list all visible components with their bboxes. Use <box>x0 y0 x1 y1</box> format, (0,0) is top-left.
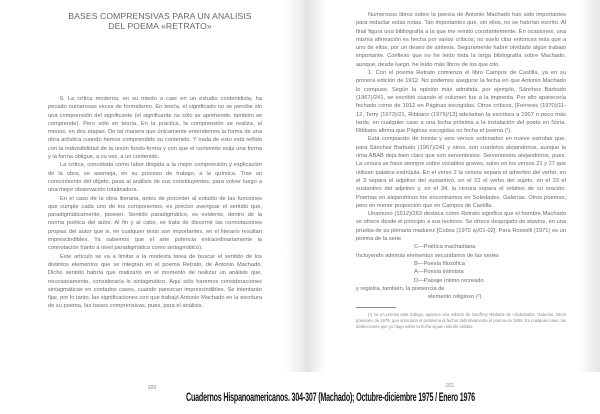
footnote-divider <box>356 307 396 308</box>
footnote: (¹) Ya en prensa este trabajo, aparece una edición de Geoffrey Ribbans de «Soledades. Galerías. Otros poemas» de 1975, que soluciona el problema al fechar definitivamente el poema en 1906. En cualquier caso, las deducciones que yo hago sobre la fecha siguen siendo válidas. <box>356 312 566 329</box>
page-gutter-shadow <box>285 0 325 372</box>
paragraph: Unamuno (1912)/263 destaca cómo Retrato significa que el hombre Machado se ofrece desde el principio a sus lectores. Se ofrece despojado de atavíos, en una prueba de su plenaria madurez [Cobos (1972 a)/01-02]. Para Rosselli (1971) es un poema de la serie <box>356 211 566 243</box>
series-intro: Incluyendo además elementos secundarios de las series <box>356 252 499 259</box>
series-item: B—Poesía filosófica <box>414 260 465 267</box>
left-page-body <box>48 95 262 311</box>
registers-line: y registra, también, la presencia de <box>356 285 445 292</box>
title-line-1: BASES COMPRENSIVAS PARA UN ANALISIS <box>68 11 252 21</box>
article-title <box>40 11 280 31</box>
religious-line: elemento religioso (²). <box>428 294 484 301</box>
right-page-number: 921 <box>446 383 455 389</box>
left-page-number: 920 <box>148 385 157 391</box>
page-edge-shadow <box>578 0 600 372</box>
paragraph: 6. La crítica moderna, en su miedo a caer en un estudio contenidista, ha pecado numerosas veces de formalismo. En teoría, el significado no se percibe sin una comprensión del significante (el significante no sólo se aprehende, también se comprende). Pero sólo en teoría. En la práctica, la comprensión se realiza, al menos, en dos etapas. De tal manera que únicamente entendemos la forma de una obra artística cuando hemos comprendido su contenido. Y nada de esto está reñido con la indivisibilidad de la unión fondo-forma y con que el contenido exija una forma y la forma obligue, a su vez, a un contenido. <box>48 96 262 161</box>
title-line-2: DEL POEMA «RETRATO» <box>108 21 212 31</box>
right-page-body <box>356 11 566 329</box>
series-item: A—Poesía intimista <box>414 269 464 276</box>
series-main: C—Poética machadiana <box>414 244 476 251</box>
paragraph: Está compuesto de treinta y seis versos ordenados en nueve estrofas que, para Sánchez Barbudo (1967)/241 y otros, son cuartetos alejandrinos, aunque la rima ABAB deja bien claro que son serventesios. Serventesios alejandrinos, pues. La cesura se hace siempre sobre vocablos graves, salvo en los versos 21 y 27 que utilizan palabra esdrújula. En el verso 2 la cesura separa el adverbio del verbo, en el 3 separa el adjetivo del sustantivo, en el 22 el verbo del sujeto, en el 23 el sustantivo del adjetivo y, en el 34, la cesura separa el relativo de su oración. Poemas en alejandrinos los encontramos en Soledades. Galerías. Otros poemas, pero en menor proporción que en Campos de Castilla. <box>356 136 566 209</box>
series-item: D—Paisaje íntimo recreado <box>414 277 484 284</box>
paragraph: Numerosos libros sobre la poesía de Antonio Machado han sido importantes para redactar estas notas. Tan importantes que, sin ellos, no se habrían escrito. Al final figura una bibliografía a la que me remito constantemente. En ocasiones, una misma afirmación es hecha por varios críticos; no suelo citar entonces más que a uno de ellos, por un deseo de síntesis. Seguramente habré olvidado algún trabajo importante. Confieso que no he leído toda la larga bibliografía sobre Machado, aunque, desde luego, he leído más libros de los que cito. <box>356 12 566 68</box>
paragraph: La crítica, concebida como labor dirigida a la mejor comprensión y explicación de la obra, se asemeja, en su proceso de trabajo, a la química. Tras un conocimiento del objeto, pasa al análisis de sus constituyentes, para volver luego a una mejor observación totalizadora. <box>48 162 262 194</box>
paragraph: En el caso de la obra literaria, antes de proceder al estudio de las funciones que cumple cada uno de los componentes, es preciso averiguar el sentido que, paradigmáticamente, poseen. Sentido paradigmático, es evidente, dentro de la norma poética del autor. Al fin y al cabo, se trata de discernir las connotaciones propias del autor que si, en cualquier texto son importantes, en el literario resultan imprescindibles. Ya sabemos que el arte potencia extraordinariamente la connotación (tanto a nivel paradigmático como sintagmático). <box>48 195 262 252</box>
source-caption: Cuadernos Hispanoamericanos. 304-307 (Machado); Octubre-diciembre 1975 / Enero 1976 <box>186 392 475 404</box>
paragraph: Este artículo se va a limitar a la modesta tarea de buscar el sentido de los distintos elementos que se integran en el poema Retrato, de Antonio Machado. Dicho sentido habría que matizarlo en el momento de realizar un análisis que, necesariamente, consideraría lo sintagmático. Aquí sólo haremos consideraciones sintagmáticas en contados casos, cuando parezcan imprescindibles. Se intentarán fijar, por lo tanto, las significaciones con que trabajó Antonio Machado en la escritura de su poema, las bases comprensivas, pues, para el análisis. <box>48 253 262 310</box>
paragraph: 1. Con el poema Retrato comienza el libro Campos de Castilla, ya en su primera edición de 1912. No podemos asegurar la fecha en que Antonio Machado lo compuso. Según la opinión más admitida, por ejemplo, Sánchez Barbudo (1967)/241, se escribió cuando el volumen fue a la imprenta. Por ello aparecería fechado como de 1912 en Páginas escogidas. Otros críticos, [Ferreres (1970)/11-12, Terry (1973)/21, Ribbans (1975)/13] adelantan la escritura a 1907 o poco más tarde, en cualquier caso a una fecha próxima a la instalación del poeta en Soria. Ribbans afirma que Páginas escogidas no fecha el poema (¹). <box>356 70 566 135</box>
